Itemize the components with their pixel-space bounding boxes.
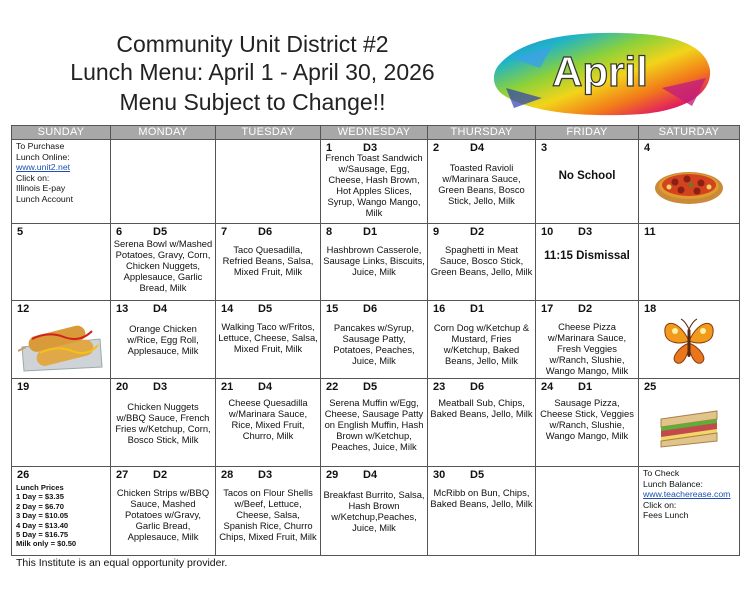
day-cell (321, 301, 428, 379)
day-cell (428, 140, 536, 224)
sandwich-icon (657, 405, 721, 449)
menu-code: D2 (470, 226, 485, 238)
day-cell (536, 224, 639, 301)
day-number: 5 (17, 226, 24, 238)
weekday-wednesday: WEDNESDAY (321, 126, 428, 140)
equal-opportunity-footer: This Institute is an equal opportunity provider. (16, 557, 228, 569)
menu-code: D4 (363, 469, 378, 481)
menu-code: D4 (153, 303, 168, 315)
day-cell (639, 301, 740, 379)
day-cell (536, 301, 639, 379)
menu-text: Meatball Sub, Chips, Baked Beans, Jello, Milk (430, 397, 533, 419)
menu-code: D3 (153, 381, 168, 393)
menu-text: McRibb on Bun, Chips, Baked Beans, Jello, Milk (430, 487, 533, 509)
menu-code: D2 (578, 303, 593, 315)
pizza-icon (653, 164, 725, 206)
day-cell (321, 140, 428, 224)
header (0, 0, 750, 122)
day-number: 27 (116, 469, 129, 481)
menu-text: Taco Quesadilla, Refried Beans, Salsa, Mixed Fruit, Milk (222, 244, 314, 277)
day-cell (321, 467, 428, 556)
weekday-header-row (12, 126, 740, 140)
day-number: 26 (17, 469, 30, 481)
day-number: 17 (541, 303, 554, 315)
day-number: 28 (221, 469, 234, 481)
lunch-prices: Lunch Prices 1 Day = $3.35 2 Day = $6.70 3 Day = $10.05 4 Day = $13.40 5 Day = $16.75 Milk only = $0.50 (16, 483, 77, 549)
day-cell (12, 301, 111, 379)
menu-text: Chicken Nuggets w/BBQ Sauce, French Fries w/Ketchup, Corn, Bosco Stick, Milk (115, 401, 211, 445)
week-row (12, 140, 740, 224)
menu-code: D5 (258, 303, 273, 315)
day-cell (536, 379, 639, 467)
day-number: 23 (433, 381, 446, 393)
day-number: 2 (433, 142, 440, 154)
day-cell (12, 467, 111, 556)
weekday-sunday: SUNDAY (12, 126, 111, 140)
menu-text: Serena Bowl w/Mashed Potatoes, Gravy, Corn, Chicken Nuggets, Applesauce, Garlic Bread, Milk (113, 238, 213, 293)
menu-code: D5 (153, 226, 168, 238)
day-number: 7 (221, 226, 228, 238)
day-number: 30 (433, 469, 446, 481)
day-number: 21 (221, 381, 234, 393)
day-cell (428, 224, 536, 301)
weekday-monday: MONDAY (111, 126, 216, 140)
teacherease-link[interactable]: www.teacherease.com (643, 489, 731, 499)
day-number: 29 (326, 469, 339, 481)
day-number: 4 (644, 142, 651, 154)
weekday-tuesday: TUESDAY (216, 126, 321, 140)
day-number: 22 (326, 381, 339, 393)
day-cell (111, 467, 216, 556)
menu-text: Orange Chicken w/Rice, Egg Roll, Applesauce, Milk (127, 323, 199, 356)
menu-text: Sausage Pizza, Cheese Stick, Veggies w/Ranch, Slushie, Wango Mango, Milk (540, 397, 634, 441)
day-number: 1 (326, 142, 333, 154)
day-number: 3 (541, 142, 548, 154)
week-row (12, 224, 740, 301)
lunch-calendar (11, 125, 740, 556)
balance-info: To Check Lunch Balance: www.teacherease.com Click on: Fees Lunch (643, 468, 731, 520)
day-cell (321, 224, 428, 301)
day-cell (111, 301, 216, 379)
day-cell (12, 379, 111, 467)
day-cell (639, 379, 740, 467)
district-title: Community Unit District #2 (116, 31, 389, 57)
menu-text: Chicken Strips w/BBQ Sauce, Mashed Potatoes w/Gravy, Garlic Bread, Applesauce, Milk (116, 487, 210, 542)
menu-text: Cheese Quesadilla w/Marinara Sauce, Rice, Mixed Fruit, Churro, Milk (228, 397, 308, 441)
menu-code: D3 (578, 226, 593, 238)
purchase-info: To Purchase Lunch Online: www.unit2.net Click on: Illinois E-pay Lunch Account (16, 141, 73, 204)
day-number: 20 (116, 381, 129, 393)
corn-dog-icon (18, 317, 104, 373)
menu-text: Walking Taco w/Fritos, Lettuce, Cheese, Salsa, Mixed Fruit, Milk (218, 321, 318, 354)
week-row (12, 301, 740, 379)
weekday-friday: FRIDAY (536, 126, 639, 140)
logo-text: April (552, 48, 648, 95)
menu-code: D4 (258, 381, 273, 393)
menu-code: D3 (363, 142, 378, 154)
day-cell (111, 224, 216, 301)
menu-text: Toasted Ravioli w/Marinara Sauce, Green Beans, Bosco Stick, Jello, Milk (438, 162, 525, 206)
menu-code: D5 (363, 381, 378, 393)
day-number: 6 (116, 226, 123, 238)
menu-code: D1 (363, 226, 378, 238)
day-cell (536, 140, 639, 224)
day-number: 14 (221, 303, 234, 315)
menu-text: Pancakes w/Syrup, Sausage Patty, Potatoes, Peaches, Juice, Milk (333, 322, 415, 366)
day-number: 19 (17, 381, 30, 393)
weekday-thursday: THURSDAY (428, 126, 536, 140)
unit2-link[interactable]: www.unit2.net (16, 162, 71, 172)
day-number: 10 (541, 226, 554, 238)
day-cell (428, 379, 536, 467)
week-row (12, 379, 740, 467)
day-number: 9 (433, 226, 440, 238)
menu-code: D1 (470, 303, 485, 315)
day-cell (12, 224, 111, 301)
menu-code: D6 (470, 381, 485, 393)
day-cell (111, 379, 216, 467)
early-dismissal-message: 11:15 Dismissal (544, 250, 630, 262)
butterfly-icon (661, 315, 717, 367)
week-row (12, 467, 740, 556)
menu-disclaimer: Menu Subject to Change!! (119, 89, 386, 115)
april-logo (492, 28, 714, 118)
menu-code: D1 (578, 381, 593, 393)
day-cell (428, 467, 536, 556)
day-cell (216, 301, 321, 379)
menu-code: D6 (258, 226, 273, 238)
day-cell (216, 379, 321, 467)
day-number: 13 (116, 303, 129, 315)
day-number: 11 (644, 226, 656, 238)
menu-text: Hashbrown Casserole, Sausage Links, Biscuits, Juice, Milk (323, 244, 425, 277)
day-number: 16 (433, 303, 446, 315)
day-number: 24 (541, 381, 554, 393)
day-number: 8 (326, 226, 333, 238)
day-cell (428, 301, 536, 379)
empty-day-cell (216, 140, 321, 224)
menu-code: D5 (470, 469, 485, 481)
empty-day-cell (536, 467, 639, 556)
menu-text: French Toast Sandwich w/Sausage, Egg, Cheese, Hash Brown, Hot Apples Slices, Syrup, Wango Mango, Milk (325, 152, 423, 218)
menu-text: Spaghetti in Meat Sauce, Bosco Stick, Green Beans, Jello, Milk (430, 244, 533, 277)
balance-info-cell (639, 467, 740, 556)
menu-date-range: Lunch Menu: April 1 - April 30, 2026 (70, 59, 435, 85)
menu-text: Cheese Pizza w/Marinara Sauce, Fresh Veggies w/Ranch, Slushie, Wango Mango, Milk (545, 321, 629, 376)
day-number: 15 (326, 303, 339, 315)
menu-text: Tacos on Flour Shells w/Beef, Lettuce, Cheese, Salsa, Spanish Rice, Churro Chips, Mixed Fruit, Milk (219, 487, 317, 542)
day-cell (216, 467, 321, 556)
day-number: 25 (644, 381, 657, 393)
day-cell (321, 379, 428, 467)
day-cell (639, 140, 740, 224)
menu-code: D2 (153, 469, 168, 481)
menu-text: Breakfast Burrito, Salsa, Hash Brown w/Ketchup,Peaches, Juice, Milk (323, 489, 425, 533)
empty-day-cell (111, 140, 216, 224)
menu-text: Serena Muffin w/Egg, Cheese, Sausage Patty on English Muffin, Hash Brown w/Ketchup, Peaches, Juice, Milk (324, 397, 424, 452)
weekday-saturday: SATURDAY (639, 126, 740, 140)
day-cell (216, 224, 321, 301)
day-cell (639, 224, 740, 301)
menu-code: D3 (258, 469, 273, 481)
menu-text: Corn Dog w/Ketchup & Mustard, Fries w/Ketchup, Baked Beans, Jello, Milk (433, 322, 530, 366)
menu-code: D4 (470, 142, 485, 154)
purchase-info-cell (12, 140, 111, 224)
day-number: 18 (644, 303, 657, 315)
menu-code: D6 (363, 303, 378, 315)
no-school-message: No School (558, 170, 616, 182)
day-number: 12 (17, 303, 30, 315)
